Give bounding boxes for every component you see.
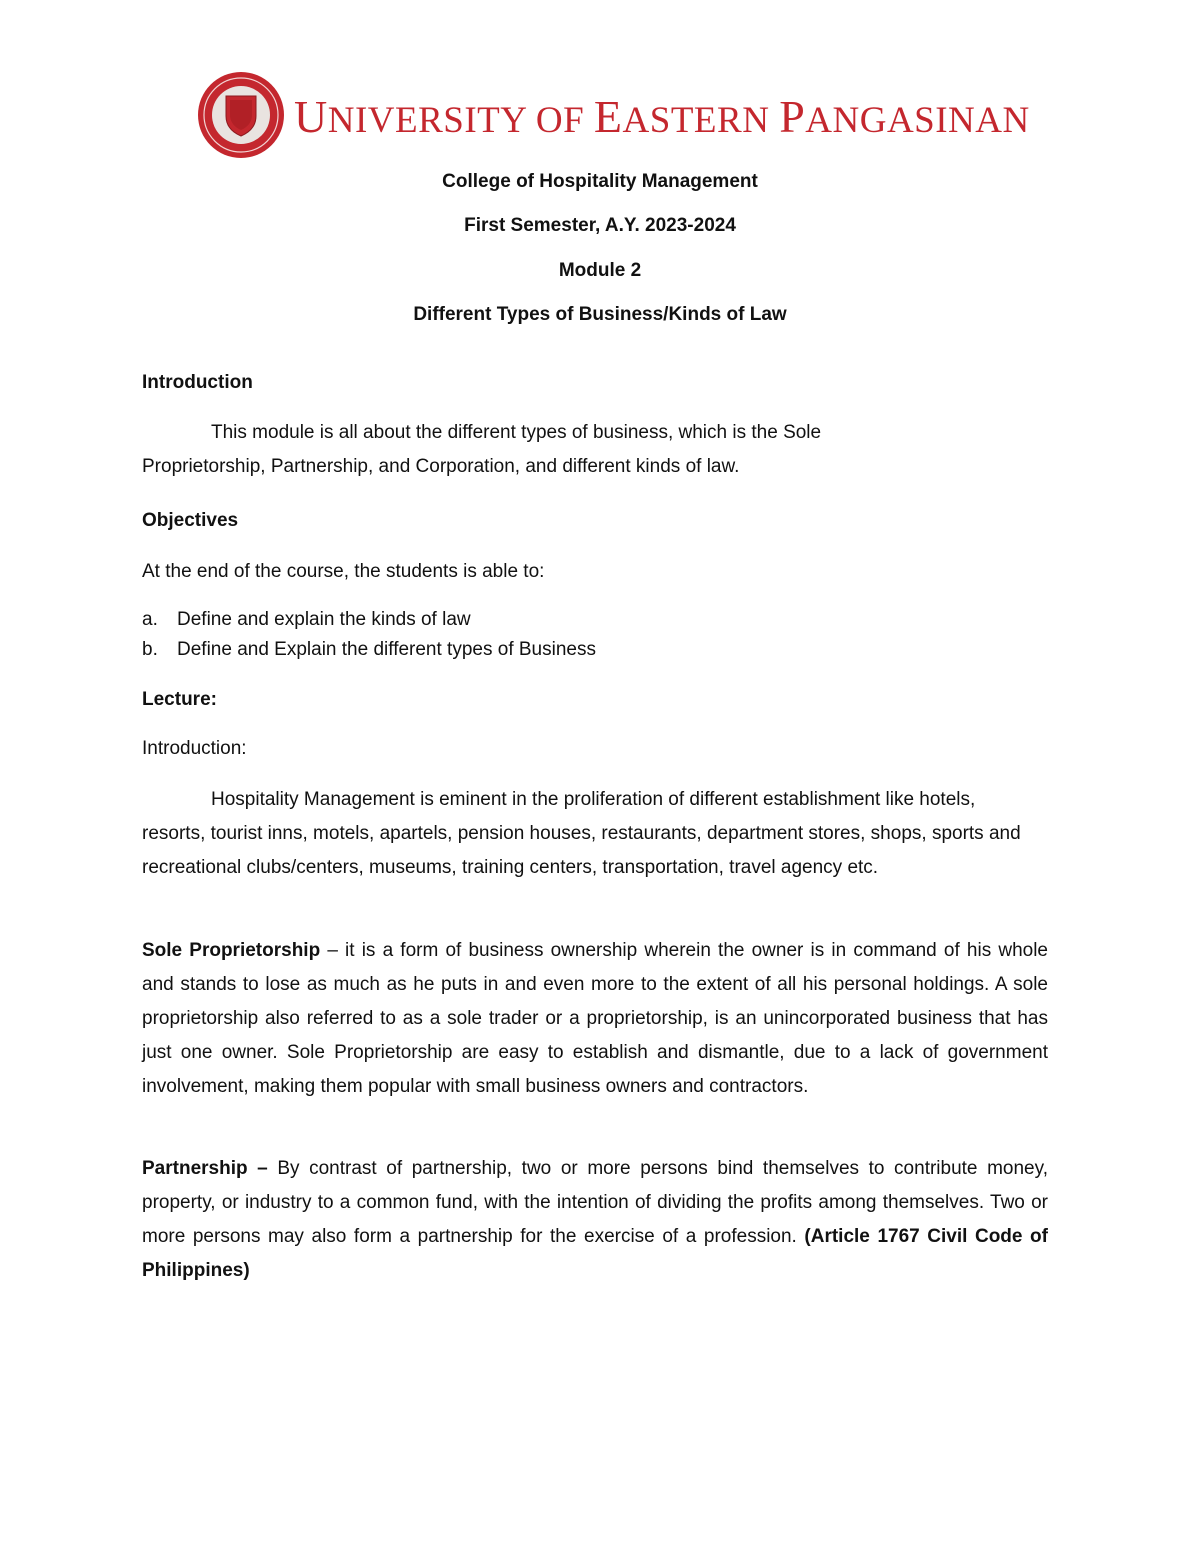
lecture-heading: Lecture: — [142, 689, 217, 710]
lecture-intro-heading: Introduction: — [142, 738, 247, 759]
partnership-term: Partnership – — [142, 1158, 268, 1179]
sole-proprietorship-body: – it is a form of business ownership wherein the owner is in command of his whole and stands to lose as much as he puts in and even more to the extent of all his personal holdings. A sole proprietorship also referred to as a sole trader or a proprietorship, is an unincorporated business that has just one owner. Sole Proprietorship are easy to establish and dismantle, due to a lack of government involvement, making them popular with small business owners and contractors. — [142, 940, 1048, 1097]
semester-line: First Semester, A.Y. 2023-2024 — [464, 215, 736, 236]
university-name-part: U — [294, 91, 328, 142]
sole-proprietorship-term: Sole Proprietorship — [142, 940, 321, 961]
partnership-body: By contrast of partnership, two or more persons bind themselves to contribute money, property, or industry to a common fund, with the intention of dividing the profits among themselves. Two or more persons may also form a partnership for the exercise of a profession. — [142, 1158, 1048, 1247]
objective-text: Define and Explain the different types of Business — [177, 639, 596, 660]
partnership-citation: (Article 1767 Civil Code of Philippines) — [142, 1226, 1048, 1281]
university-name-part: ASTERN — [622, 100, 780, 141]
lecture-intro-body: Hospitality Management is eminent in the proliferation of different establishment like hotels, resorts, tourist inns, motels, apartels, pension houses, restaurants, department stores, shops, sports and recreational clubs/centers, museums, training centers, transportation, travel agency etc. — [142, 789, 1021, 878]
list-marker: a. — [142, 609, 158, 630]
introduction-body: This module is all about the different types of business, which is the Sole Proprietorship, Partnership, and Corporation, and different kinds of law. — [142, 422, 822, 477]
letterhead — [196, 68, 1030, 160]
objective-item — [142, 609, 471, 631]
college-name: College of Hospitality Management — [442, 171, 758, 192]
university-name-part: NIVERSITY OF — [327, 100, 594, 141]
module-number: Module 2 — [558, 260, 642, 281]
university-name-part: P — [779, 91, 806, 142]
partnership-paragraph — [142, 1152, 1048, 1288]
university-name-part: E — [593, 91, 623, 142]
university-name-part: ANGASINAN — [805, 100, 1030, 141]
objective-item — [142, 639, 596, 661]
module-title: Different Types of Business/Kinds of Law — [413, 304, 787, 325]
objectives-lead: At the end of the course, the students is able to: — [142, 561, 545, 582]
introduction-heading: Introduction — [142, 372, 253, 393]
university-seal-icon — [196, 70, 286, 160]
objectives-heading: Objectives — [142, 510, 239, 531]
sole-proprietorship-paragraph — [142, 934, 1048, 1104]
objective-text: Define and explain the kinds of law — [177, 609, 471, 630]
list-marker: b. — [142, 639, 158, 660]
university-name — [294, 90, 1030, 143]
